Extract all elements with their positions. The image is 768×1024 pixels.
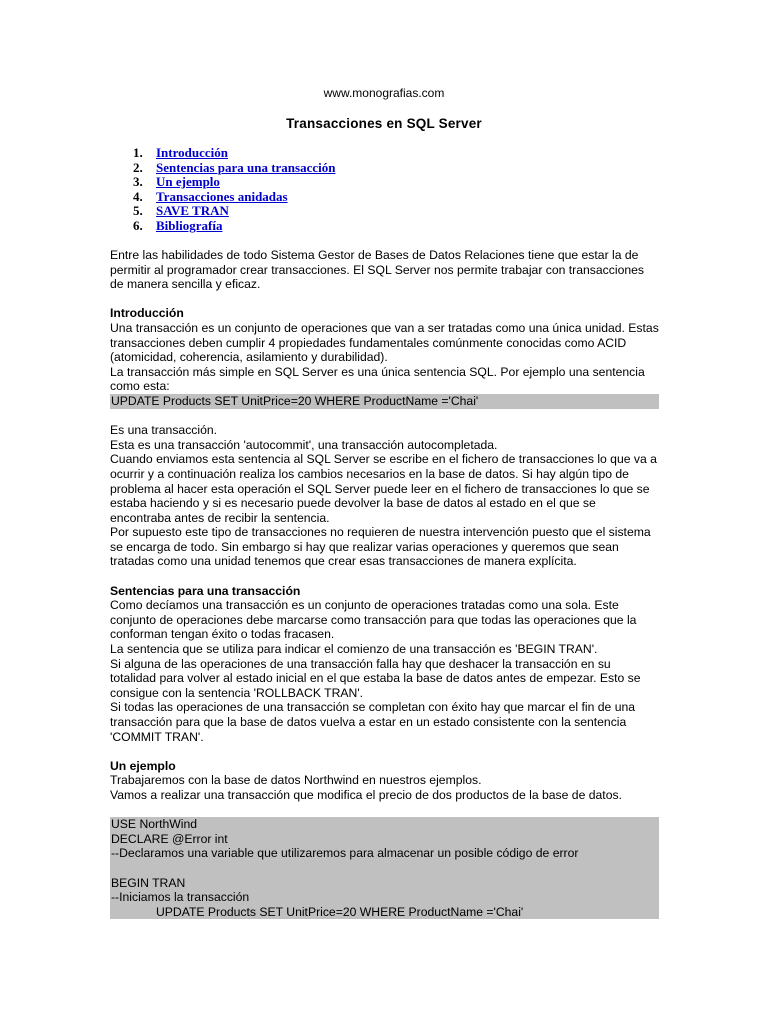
table-of-contents <box>110 146 335 234</box>
toc-link-anidadas[interactable]: Transacciones anidadas <box>156 188 288 204</box>
code-line: --Declaramos una variable que utilizaremos para almacenar un posible código de error <box>111 846 579 861</box>
toc-item <box>110 190 335 205</box>
page-title: Transacciones en SQL Server <box>286 116 482 131</box>
code-line: UPDATE Products SET UnitPrice=20 WHERE ProductName ='Chai' <box>111 393 479 408</box>
intro-paragraph: Entre las habilidades de todo Sistema Gestor de Bases de Datos Relaciones tiene que estar la de permitir al programador crear transacciones. El SQL Server nos permite trabajar con transacciones de manera sencilla y eficaz. <box>110 248 644 292</box>
toc-link-introduccion[interactable]: Introducción <box>156 145 228 160</box>
paragraph: Trabajaremos con la base de datos Northwind en nuestros ejemplos. <box>110 773 482 788</box>
paragraph: La transacción más simple en SQL Server es una única sentencia SQL. Por ejemplo una sentencia como esta: <box>110 364 645 394</box>
code-line: UPDATE Products SET UnitPrice=20 WHERE ProductName ='Chai' <box>156 904 524 919</box>
paragraph: Cuando enviamos esta sentencia al SQL Server se escribe en el fichero de transacciones lo que va a ocurrir y a continuación realiza los cambios necesarios en la base de datos. Si hay algún tipo de problema al hacer esta operación el SQL Server puede leer en el fichero de transacciones lo que se estaba haciendo y si es necesario puede devolver la base de datos al estado en el que se encontraba antes de recibir la sentencia. <box>110 452 657 525</box>
toc-link-ejemplo[interactable]: Un ejemplo <box>156 174 220 190</box>
paragraph: Una transacción es un conjunto de operaciones que van a ser tratadas como una única unidad. Estas transacciones deben cumplir 4 propiedades fundamentales comúnmente conocidas como ACID (atomicidad, coherencia, asilamiento y durabilidad). <box>110 320 659 365</box>
paragraph: Vamos a realizar una transacción que modifica el precio de dos productos de la base de datos. <box>110 787 622 802</box>
toc-number: 5. <box>133 203 143 219</box>
code-line <box>111 861 659 876</box>
code-line: DECLARE @Error int <box>111 831 228 846</box>
toc-item <box>110 161 335 176</box>
heading-introduccion: Introducción <box>110 306 184 321</box>
toc-link-sentencias[interactable]: Sentencias para una transacción <box>156 159 336 175</box>
toc-number: 3. <box>133 174 143 190</box>
heading-ejemplo: Un ejemplo <box>110 758 176 773</box>
code-line: USE NorthWind <box>111 817 198 832</box>
toc-number: 6. <box>133 217 143 233</box>
toc-number: 4. <box>133 188 143 204</box>
site-url: www.monografias.com <box>323 86 445 100</box>
code-line: --Iniciamos la transacción <box>111 890 250 905</box>
toc-link-save-tran[interactable]: SAVE TRAN <box>156 203 229 219</box>
paragraph: Es una transacción. <box>110 423 218 438</box>
toc-item <box>110 204 335 219</box>
paragraph: Si alguna de las operaciones de una transacción falla hay que deshacer la transacción en su totalidad para volver al estado inicial en el que estaba la base de datos antes de empezar. Esto se consigue con la sentencia 'ROLLBACK TRAN'. <box>110 656 641 700</box>
paragraph: Como decíamos una transacción es un conjunto de operaciones tratadas como una sola. Este conjunto de operaciones debe marcarse como transacción para que todas las operaciones que la conforman tengan éxito o todas fracasen. <box>110 598 637 642</box>
toc-link-bibliografia[interactable]: Bibliografía <box>156 217 223 233</box>
paragraph: Si todas las operaciones de una transacción se completan con éxito hay que marcar el fin de una transacción para que la base de datos vuelva a estar en un estado consistente con la sentencia 'COMMIT TRAN'. <box>110 700 636 744</box>
document-body <box>110 248 660 919</box>
code-block <box>110 817 659 919</box>
toc-number: 2. <box>133 159 143 175</box>
paragraph: Por supuesto este tipo de transacciones no requieren de nuestra intervención puesto que el sistema se encarga de todo. Sin embargo si hay que realizar varias operaciones y queremos que sean tratadas como una unidad tenemos que crear esas transacciones de manera explícita. <box>110 525 651 569</box>
toc-item <box>110 146 335 161</box>
paragraph: La sentencia que se utiliza para indicar el comienzo de una transacción es 'BEGIN TRAN'. <box>110 642 598 657</box>
code-line: BEGIN TRAN <box>111 875 186 890</box>
toc-number: 1. <box>133 145 143 160</box>
heading-sentencias: Sentencias para una transacción <box>110 583 301 598</box>
paragraph: Esta es una transacción 'autocommit', una transacción autocompletada. <box>110 437 498 452</box>
toc-item <box>110 219 335 234</box>
toc-item <box>110 175 335 190</box>
code-block <box>110 394 659 409</box>
